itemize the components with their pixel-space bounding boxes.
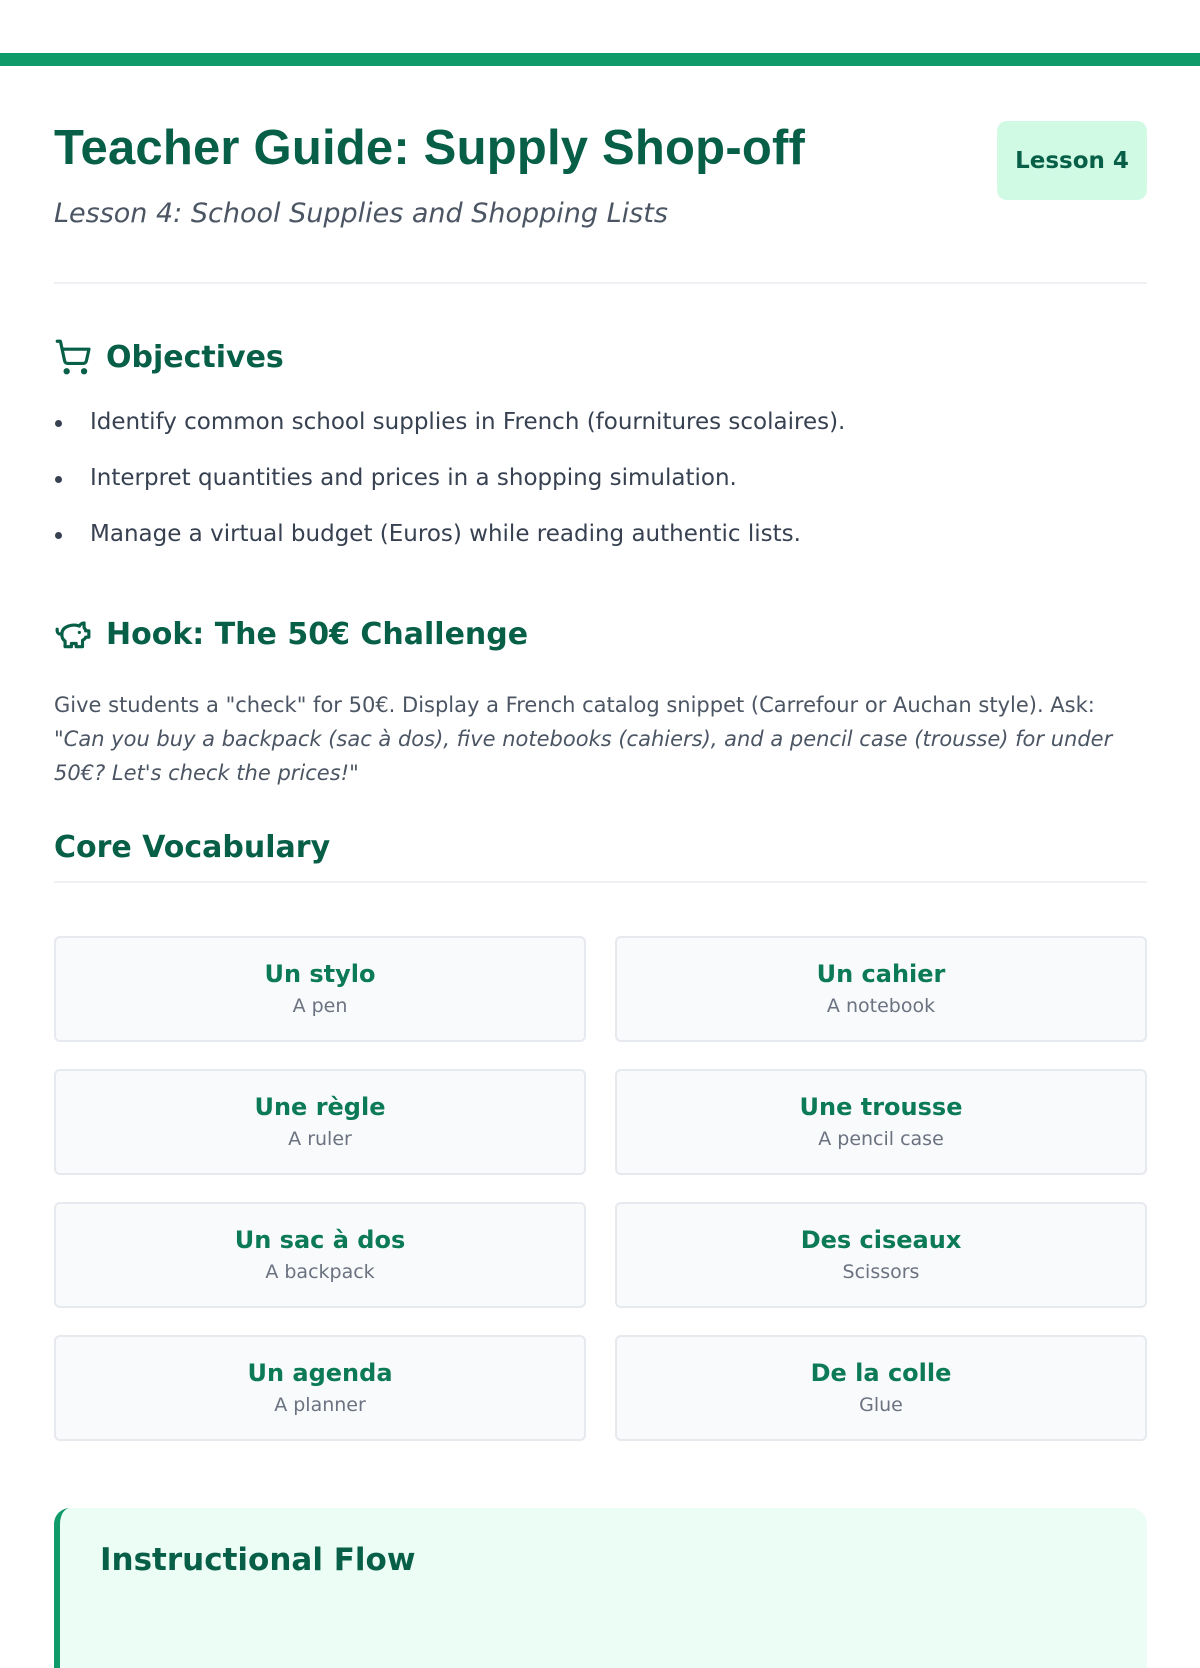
vocab-card (54, 1202, 586, 1308)
page-subtitle: Lesson 4: School Supplies and Shopping Lists (54, 198, 668, 229)
vocab-english: A notebook (826, 995, 936, 1017)
objective-item: Interpret quantities and prices in a shopping simulation. (54, 459, 845, 515)
vocab-card (615, 1202, 1147, 1308)
vocab-english: Scissors (842, 1261, 920, 1283)
hook-text: Give students a "check" for 50€. Display a French catalog snippet (Carrefour or Auchan style). Ask: (54, 693, 1095, 717)
vocab-french: Un sac à dos (234, 1226, 406, 1254)
vocab-english: A planner (274, 1394, 366, 1416)
objective-item: Identify common school supplies in French (fournitures scolaires). (54, 403, 845, 459)
vocab-english: A pen (292, 995, 348, 1017)
objective-item: Manage a virtual budget (Euros) while reading authentic lists. (54, 515, 845, 571)
vocab-card (615, 1335, 1147, 1441)
vocab-french: Un stylo (264, 960, 376, 988)
hook-description (54, 688, 1147, 790)
vocab-card (54, 1069, 586, 1175)
vocabulary-heading: Core Vocabulary (54, 830, 1147, 883)
vocab-french: Une règle (254, 1093, 386, 1121)
top-accent-bar (0, 53, 1200, 66)
hook-heading-text: Hook: The 50€ Challenge (106, 616, 529, 652)
vocab-card (54, 936, 586, 1042)
hook-quote: "Can you buy a backpack (sac à dos), five notebooks (cahiers), and a pencil case (trousse) for under 50€? Let's check the prices!" (54, 727, 1113, 785)
instructional-flow-heading: Instructional Flow (100, 1542, 416, 1578)
hook-heading (54, 615, 528, 653)
vocab-card (54, 1335, 586, 1441)
vocab-card (615, 1069, 1147, 1175)
objectives-heading-text: Objectives (106, 339, 284, 375)
header (54, 66, 1147, 284)
shopping-cart-icon (54, 338, 92, 376)
objectives-list (54, 403, 845, 571)
piggy-bank-icon (54, 615, 92, 653)
instructional-flow-panel (54, 1508, 1147, 1668)
vocabulary-grid (54, 936, 1147, 1441)
lesson-badge: Lesson 4 (997, 121, 1147, 200)
page-title: Teacher Guide: Supply Shop-off (54, 121, 806, 175)
objectives-heading (54, 338, 284, 376)
vocab-card (615, 936, 1147, 1042)
vocab-french: Un agenda (247, 1359, 393, 1387)
vocab-french: Un cahier (816, 960, 946, 988)
lesson-guide (54, 66, 1147, 1578)
vocab-english: A backpack (265, 1261, 375, 1283)
vocab-english: Glue (859, 1394, 903, 1416)
vocab-english: A pencil case (818, 1128, 944, 1150)
vocab-french: Une trousse (799, 1093, 963, 1121)
vocab-french: Des ciseaux (800, 1226, 962, 1254)
vocab-french: De la colle (810, 1359, 952, 1387)
vocab-english: A ruler (288, 1128, 352, 1150)
